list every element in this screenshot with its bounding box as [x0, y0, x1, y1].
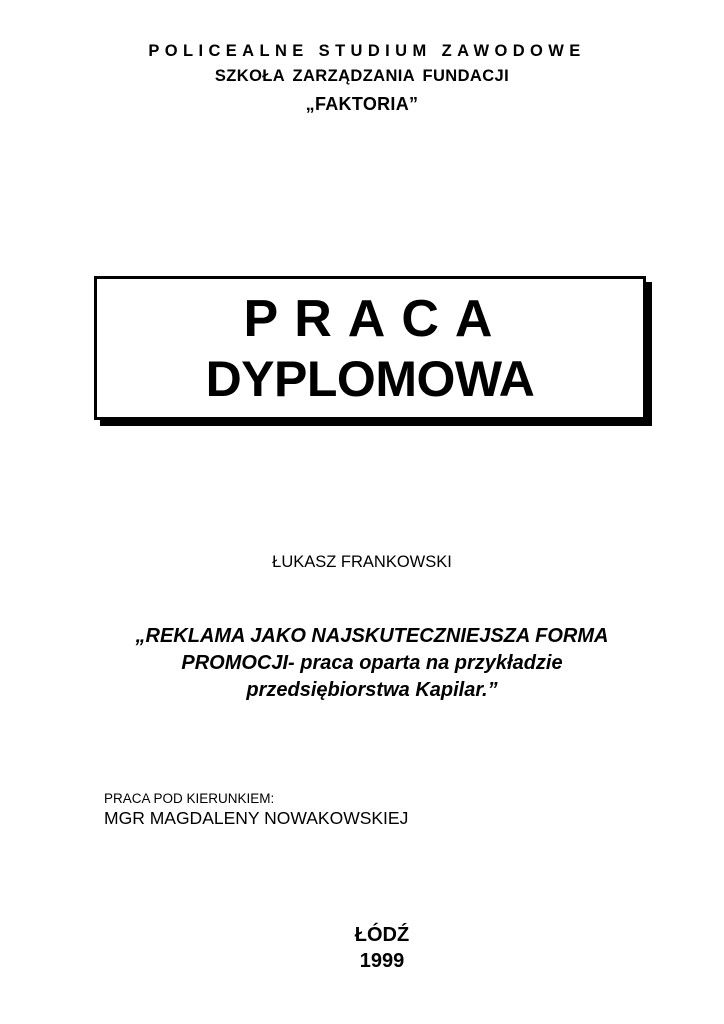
- year: 1999: [359, 950, 405, 972]
- city: ŁÓDŹ: [354, 924, 410, 946]
- title-box: [94, 276, 646, 420]
- thesis-topic-line3: przedsiębiorstwa Kapilar.”: [246, 679, 498, 701]
- thesis-topic-line2: PROMOCJI- praca oparta na przykładzie: [181, 652, 563, 674]
- thesis-topic-line1: „REKLAMA JAKO NAJSKUTECZNIEJSZA FORMA: [135, 625, 609, 647]
- foundation-name: „FAKTORIA”: [305, 94, 419, 114]
- supervisor-name: MGR MAGDALENY NOWAKOWSKIEJ: [104, 808, 409, 828]
- supervisor-label: PRACA POD KIERUNKIEM:: [104, 791, 275, 806]
- title-line1: PRACA: [243, 290, 509, 348]
- school-name-line1: POLICEALNE STUDIUM ZAWODOWE: [148, 42, 586, 60]
- thesis-topic: [62, 623, 682, 704]
- school-name-line2: SZKOŁA ZARZĄDZANIA FUNDACJI: [214, 67, 510, 85]
- author-name: ŁUKASZ FRANKOWSKI: [272, 553, 452, 571]
- title-line2: DYPLOMOWA: [205, 351, 535, 407]
